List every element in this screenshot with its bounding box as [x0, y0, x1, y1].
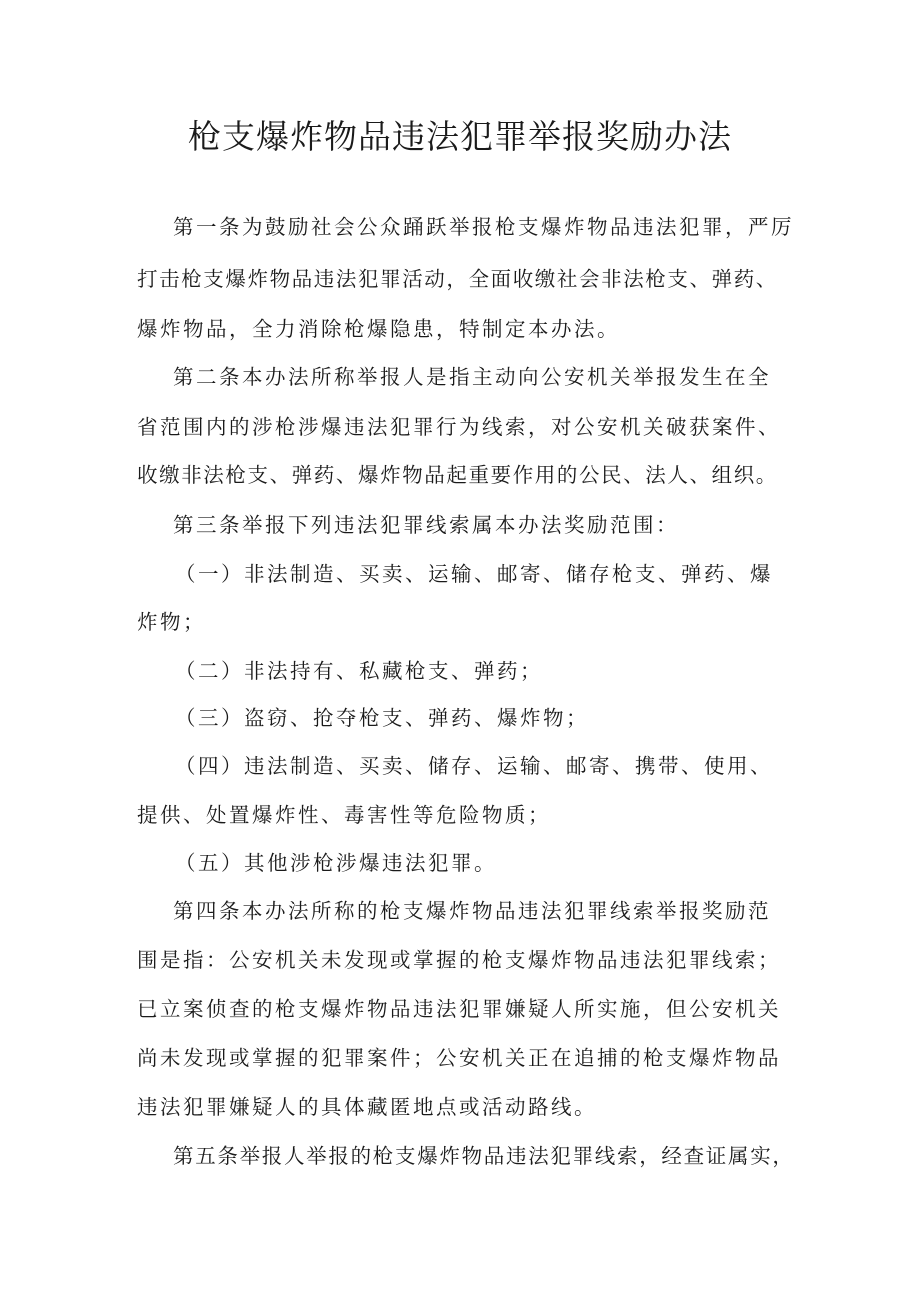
document-title: 枪支爆炸物品违法犯罪举报奖励办法 [188, 117, 732, 156]
article-4-line-4: 尚未发现或掌握的犯罪案件；公安机关正在追捕的枪支爆炸物品 [137, 1046, 781, 1070]
article-5-line-1: 第五条举报人举报的枪支爆炸物品违法犯罪线索，经查证属实， [173, 1144, 795, 1168]
item-4-line-1: （四）违法制造、买卖、储存、运输、邮寄、携带、使用、 [175, 754, 773, 778]
article-1-line-1: 第一条为鼓励社会公众踊跃举报枪支爆炸物品违法犯罪，严厉 [173, 215, 794, 239]
article-4-line-5: 违法犯罪嫌疑人的具体藏匿地点或活动路线。 [137, 1095, 597, 1119]
article-1-line-3: 爆炸物品，全力消除枪爆隐患，特制定本办法。 [137, 317, 620, 341]
article-4-line-3: 已立案侦查的枪支爆炸物品违法犯罪嫌疑人所实施，但公安机关 [137, 997, 781, 1021]
article-4-line-2: 围是指：公安机关未发现或掌握的枪支爆炸物品违法犯罪线索； [137, 948, 781, 972]
article-1-line-2: 打击枪支爆炸物品违法犯罪活动，全面收缴社会非法枪支、弹药、 [137, 267, 778, 291]
article-2-line-3: 收缴非法枪支、弹药、爆炸物品起重要作用的公民、法人、组织。 [137, 463, 778, 487]
article-2-line-2: 省范围内的涉枪涉爆违法犯罪行为线索，对公安机关破获案件、 [137, 415, 781, 439]
item-1-line-2: 炸物； [137, 610, 206, 634]
item-2: （二）非法持有、私藏枪支、弹药； [175, 659, 543, 683]
article-2-line-1: 第二条本办法所称举报人是指主动向公安机关举报发生在全 [173, 365, 771, 389]
article-3-intro: 第三条举报下列违法犯罪线索属本办法奖励范围： [173, 513, 679, 537]
item-4-line-2: 提供、处置爆炸性、毒害性等危险物质； [137, 803, 551, 827]
item-3: （三）盗窃、抢夺枪支、弹药、爆炸物； [175, 706, 589, 730]
item-1-line-1: （一）非法制造、买卖、运输、邮寄、储存枪支、弹药、爆 [175, 562, 773, 586]
article-4-line-1: 第四条本办法所称的枪支爆炸物品违法犯罪线索举报奖励范 [173, 899, 771, 923]
item-5: （五）其他涉枪涉爆违法犯罪。 [175, 851, 497, 875]
